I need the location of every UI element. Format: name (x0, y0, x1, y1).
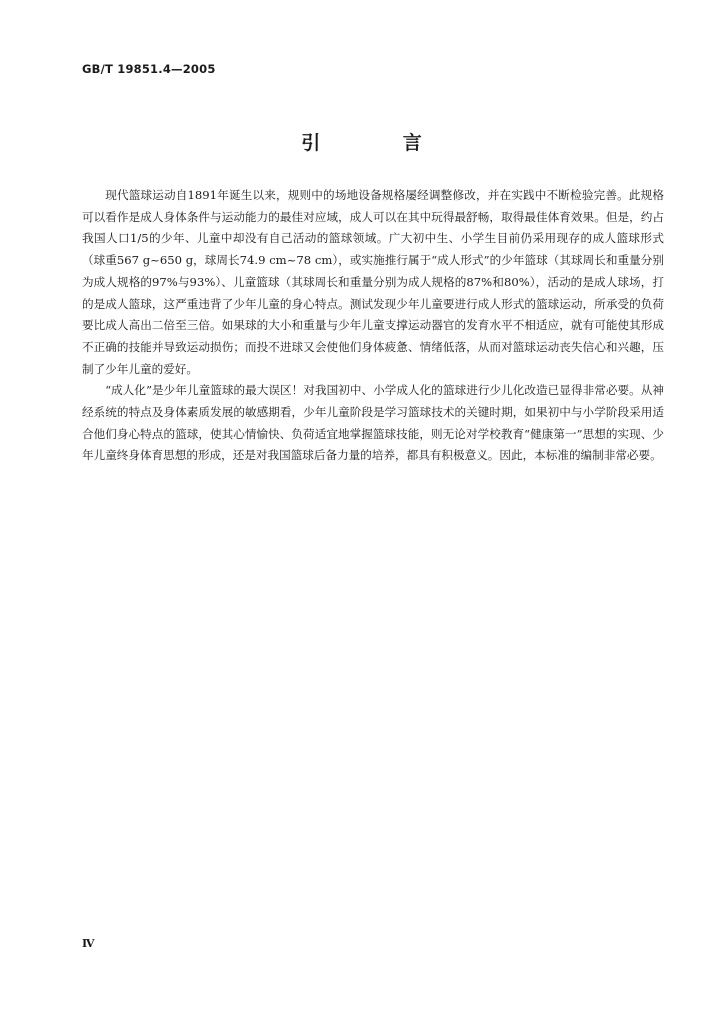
standard-code: GB/T 19851.4—2005 (82, 62, 216, 76)
body-text (82, 185, 664, 467)
paragraph-1: 现代篮球运动自1891年诞生以来，规则中的场地设备规格屡经调整修改，并在实践中不断检验完善。此规格可以看作是成人身体条件与运动能力的最佳对应域，成人可以在其中玩得最舒畅，取得最佳体育效果。但是，约占我国人口1/5的少年、儿童中却没有自己活动的篮球领域。广大初中生、小学生目前仍采用现存的成人篮球形式（球重567 g~650 g，球周长74.9 cm~78 cm），或实施推行属于“成人形式”的少年篮球（其球周长和重量分别为成人规格的97%与93%）、儿童篮球（其球周长和重量分别为成人规格的87%和80%），活动的是成人球场，打的是成人篮球，这严重违背了少年儿童的身心特点。测试发现少年儿童要进行成人形式的篮球运动，所承受的负荷要比成人高出二倍至三倍。如果球的大小和重量与少年儿童支撑运动器官的发育水平不相适应，就有可能使其形成不正确的技能并导致运动损伤；而投不进球又会使他们身体疲惫、情绪低落，从而对篮球运动丧失信心和兴趣，压制了少年儿童的爱好。 (82, 188, 664, 376)
paragraph-2: “成人化”是少年儿童篮球的最大误区！对我国初中、小学成人化的篮球进行少儿化改造已显得非常必要。从神经系统的特点及身体素质发展的敏感期看，少年儿童阶段是学习篮球技术的关键时期，如果初中与小学阶段采用适合他们身心特点的篮球，使其心情愉快、负荷适宜地掌握篮球技能，则无论对学校教育“健康第一”思想的实现、少年儿童终身体育思想的形成，还是对我国篮球后备力量的培养，都具有积极意义。因此，本标准的编制非常必要。 (82, 383, 664, 463)
page-number: Ⅳ (82, 937, 95, 950)
page-title: 引 言 (301, 132, 460, 154)
